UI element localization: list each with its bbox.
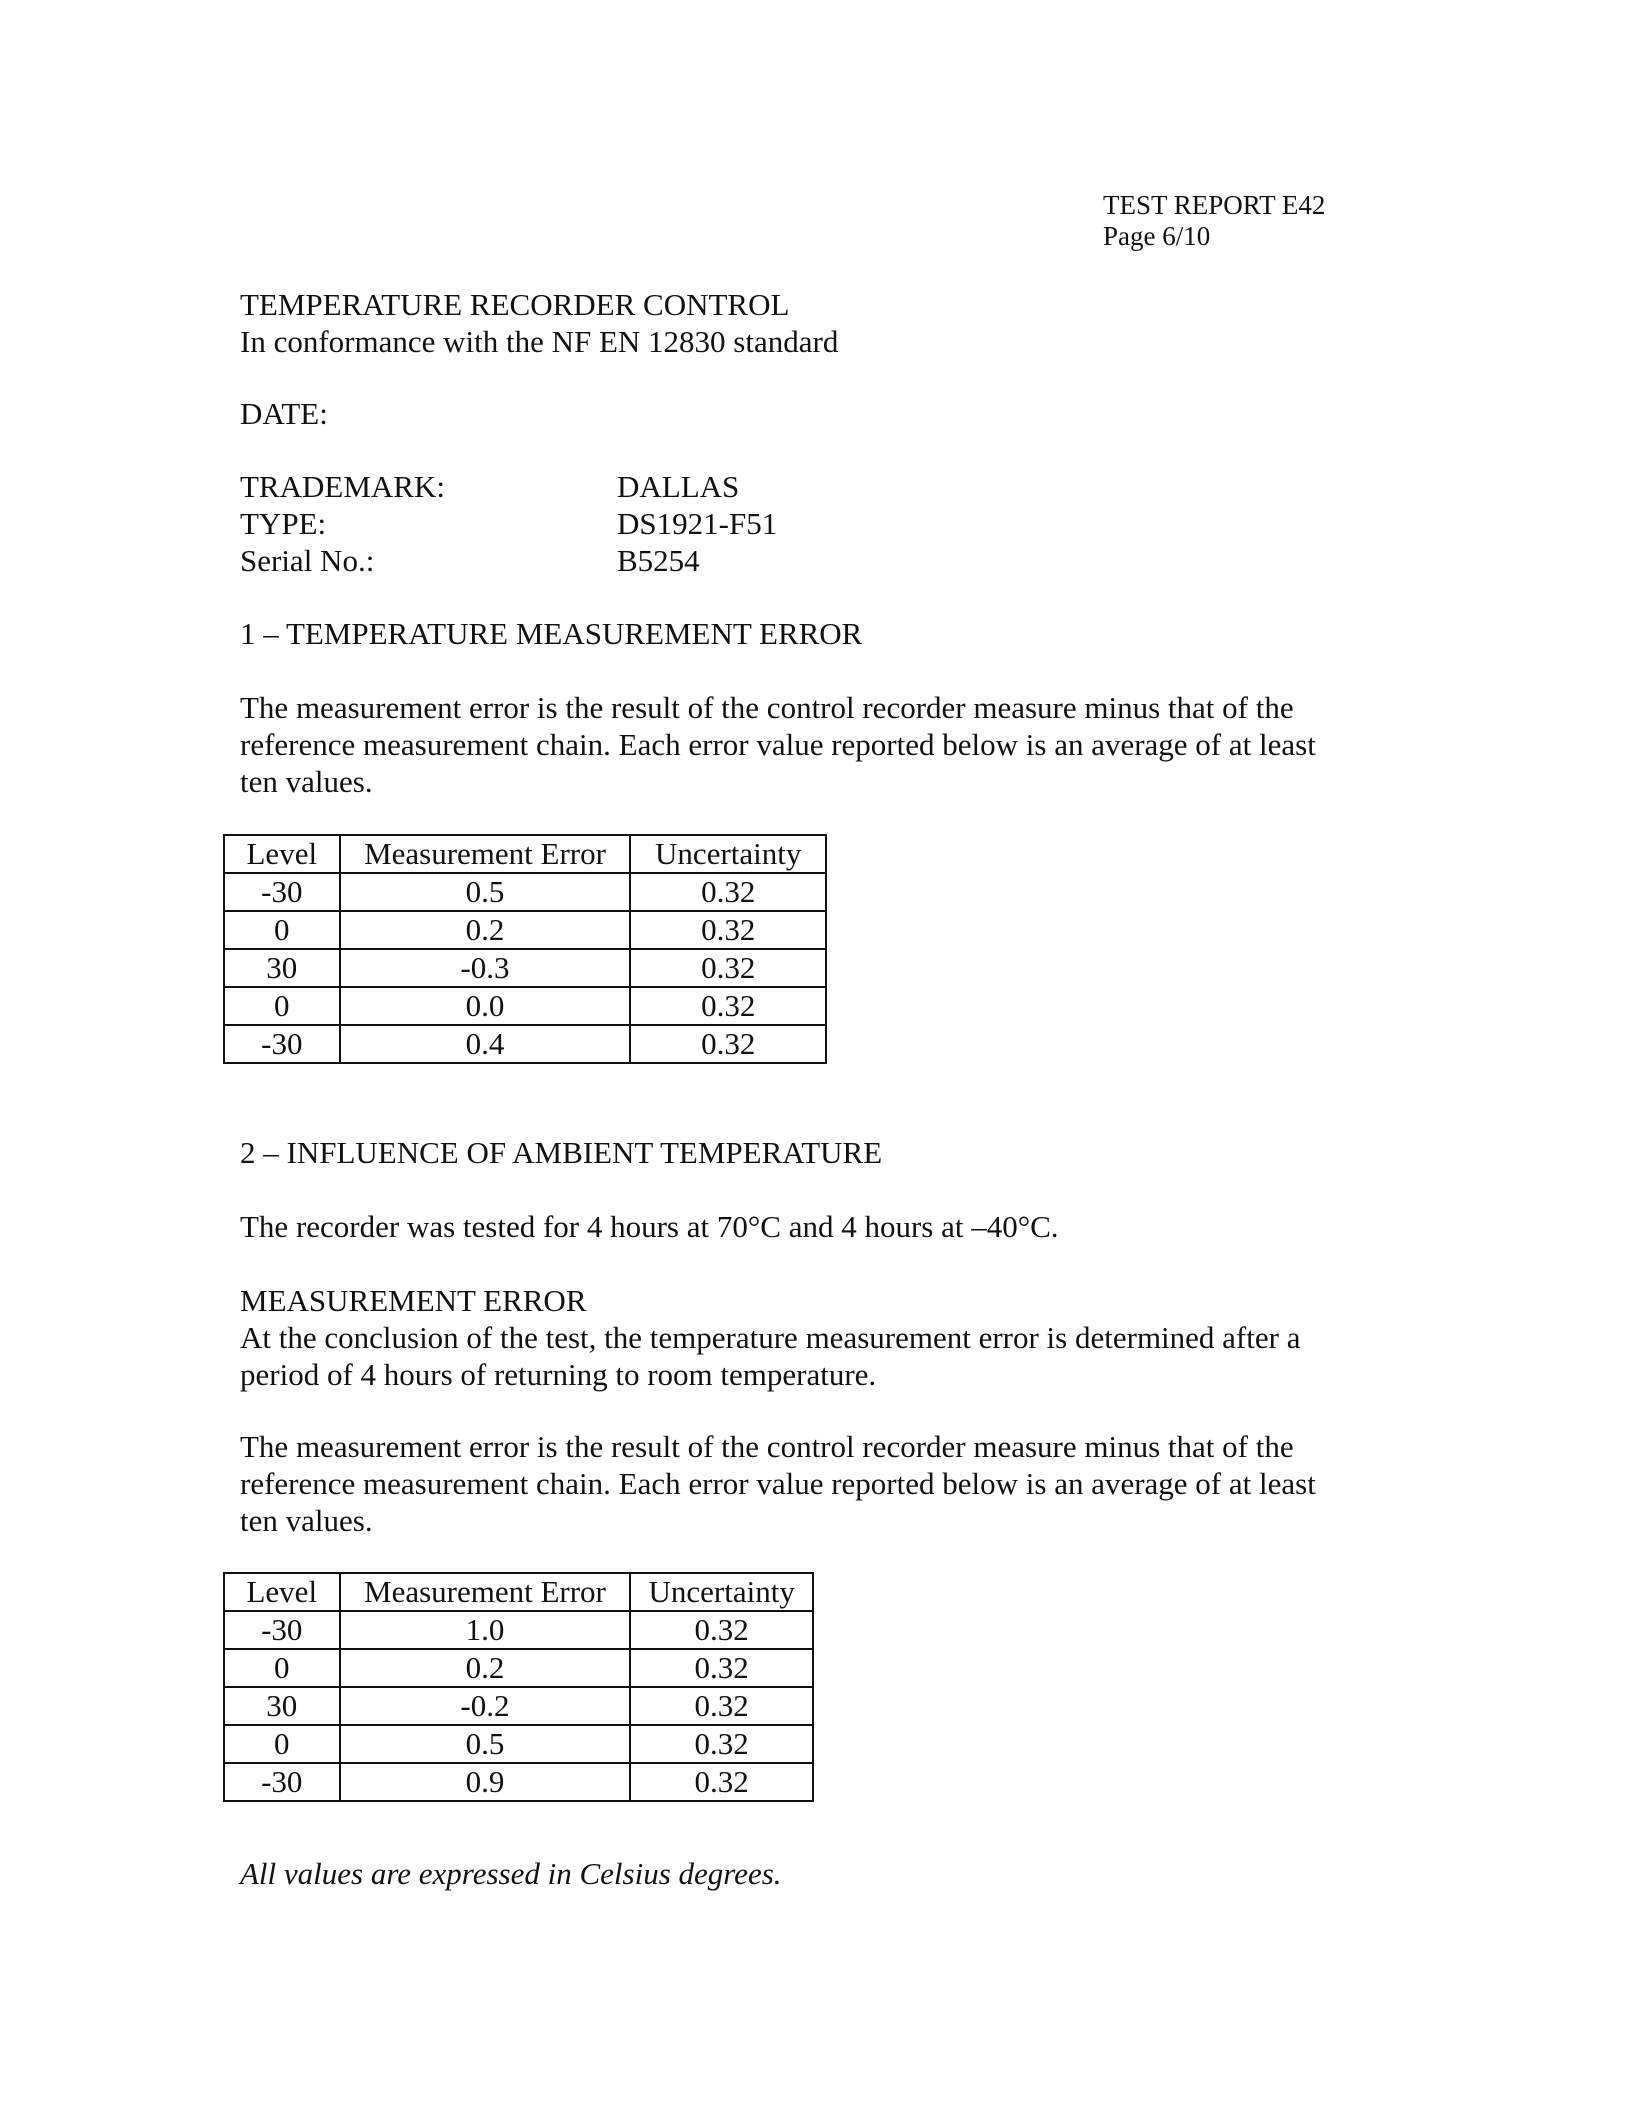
measurement-table-1	[223, 834, 827, 1064]
table-header-row	[224, 835, 826, 873]
cell-level: -30	[224, 1611, 340, 1649]
cell-uncertainty: 0.32	[630, 911, 826, 949]
table-row	[224, 873, 826, 911]
cell-error: -0.2	[340, 1687, 631, 1725]
trademark-value: DALLAS	[617, 469, 740, 504]
cell-uncertainty: 0.32	[630, 1763, 813, 1801]
table-row	[224, 1725, 813, 1763]
header-uncertainty: Uncertainty	[630, 835, 826, 873]
paragraph-line: ten values.	[240, 764, 373, 799]
trademark-label: TRADEMARK:	[240, 469, 445, 504]
document-title: TEMPERATURE RECORDER CONTROL	[240, 287, 790, 322]
section-1-paragraph	[240, 689, 1360, 800]
cell-uncertainty: 0.32	[630, 949, 826, 987]
cell-level: 30	[224, 949, 340, 987]
cell-level: -30	[224, 1025, 340, 1063]
paragraph-line: At the conclusion of the test, the temperature measurement error is determined after a	[240, 1320, 1301, 1355]
table-row	[224, 1763, 813, 1801]
section-2-sub-paragraph	[240, 1319, 1360, 1393]
header-measurement-error: Measurement Error	[340, 1573, 631, 1611]
units-note: All values are expressed in Celsius degrees.	[240, 1856, 782, 1891]
cell-level: -30	[224, 1763, 340, 1801]
table-row	[224, 1025, 826, 1063]
paragraph-line: reference measurement chain. Each error value reported below is an average of at least	[240, 727, 1316, 762]
cell-level: 30	[224, 1687, 340, 1725]
serial-value: B5254	[617, 543, 700, 578]
report-header	[1103, 190, 1325, 252]
measurement-table-2	[223, 1572, 814, 1802]
cell-uncertainty: 0.32	[630, 1649, 813, 1687]
section-2-heading: 2 – INFLUENCE OF AMBIENT TEMPERATURE	[240, 1135, 883, 1170]
section-2-intro: The recorder was tested for 4 hours at 70°C and 4 hours at –40°C.	[240, 1209, 1059, 1244]
cell-level: 0	[224, 987, 340, 1025]
table-row	[224, 1687, 813, 1725]
table-row	[224, 911, 826, 949]
cell-error: 0.9	[340, 1763, 631, 1801]
section-1-heading: 1 – TEMPERATURE MEASUREMENT ERROR	[240, 616, 863, 651]
type-value: DS1921-F51	[617, 506, 778, 541]
cell-uncertainty: 0.32	[630, 1725, 813, 1763]
header-level: Level	[224, 835, 340, 873]
paragraph-line: ten values.	[240, 1503, 373, 1538]
serial-label: Serial No.:	[240, 543, 375, 578]
cell-error: 0.2	[340, 911, 631, 949]
header-level: Level	[224, 1573, 340, 1611]
date-label: DATE:	[240, 396, 328, 431]
table-row	[224, 987, 826, 1025]
cell-error: 0.5	[340, 873, 631, 911]
report-id: TEST REPORT E42	[1103, 190, 1326, 220]
paragraph-line: The measurement error is the result of the control recorder measure minus that of the	[240, 1429, 1294, 1464]
cell-uncertainty: 0.32	[630, 1687, 813, 1725]
paragraph-line: reference measurement chain. Each error value reported below is an average of at least	[240, 1466, 1316, 1501]
cell-error: 0.4	[340, 1025, 631, 1063]
type-label: TYPE:	[240, 506, 327, 541]
cell-level: 0	[224, 911, 340, 949]
table-row	[224, 1611, 813, 1649]
table-row	[224, 949, 826, 987]
paragraph-line: The measurement error is the result of the control recorder measure minus that of the	[240, 690, 1294, 725]
table-header-row	[224, 1573, 813, 1611]
section-2-paragraph	[240, 1428, 1360, 1539]
cell-error: 0.5	[340, 1725, 631, 1763]
cell-uncertainty: 0.32	[630, 873, 826, 911]
cell-uncertainty: 0.32	[630, 1025, 826, 1063]
cell-error: 0.2	[340, 1649, 631, 1687]
cell-level: -30	[224, 873, 340, 911]
page-number: Page 6/10	[1103, 221, 1211, 251]
header-uncertainty: Uncertainty	[630, 1573, 813, 1611]
cell-uncertainty: 0.32	[630, 1611, 813, 1649]
paragraph-line: period of 4 hours of returning to room temperature.	[240, 1357, 877, 1392]
header-measurement-error: Measurement Error	[340, 835, 631, 873]
table-row	[224, 1649, 813, 1687]
cell-error: -0.3	[340, 949, 631, 987]
measurement-error-subheading: MEASUREMENT ERROR	[240, 1283, 587, 1318]
cell-error: 1.0	[340, 1611, 631, 1649]
cell-uncertainty: 0.32	[630, 987, 826, 1025]
cell-level: 0	[224, 1649, 340, 1687]
document-subtitle: In conformance with the NF EN 12830 standard	[240, 324, 839, 359]
cell-level: 0	[224, 1725, 340, 1763]
cell-error: 0.0	[340, 987, 631, 1025]
